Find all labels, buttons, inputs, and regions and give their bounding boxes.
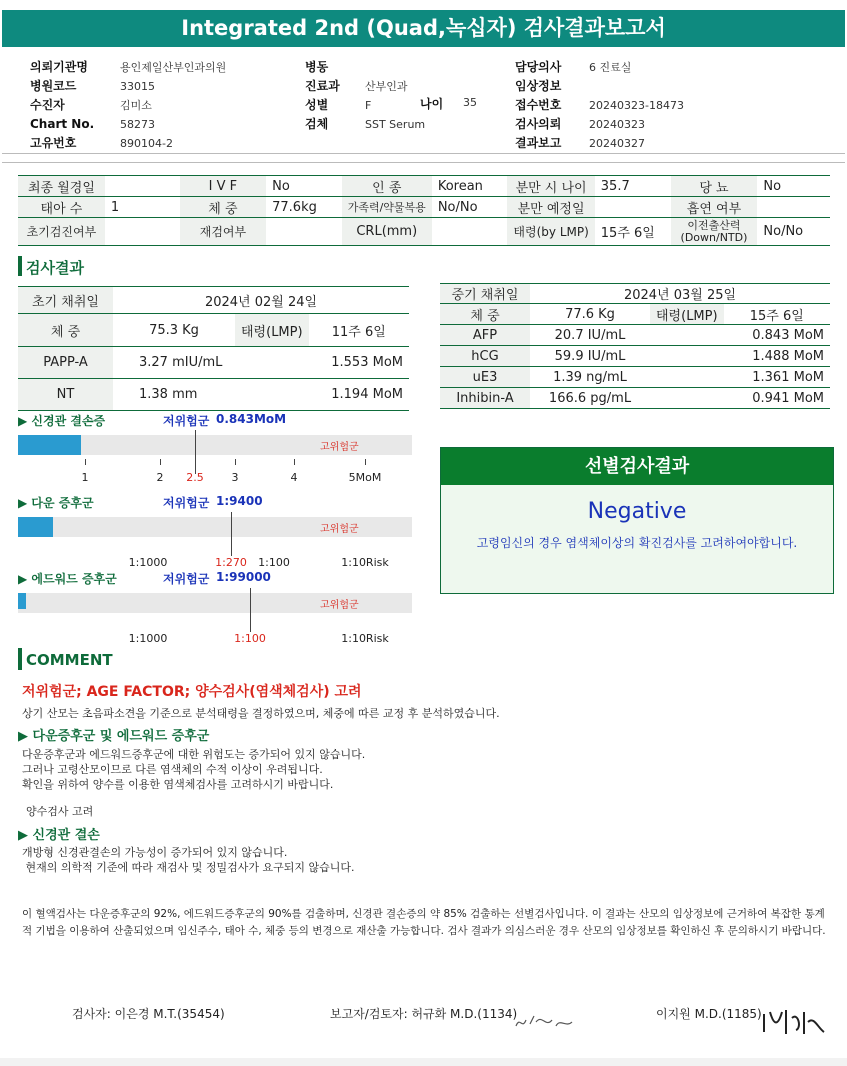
header-field: [30, 75, 155, 94]
risk-cutoff-line: [195, 430, 196, 474]
risk-tick-label: 1:10Risk: [341, 632, 389, 645]
info-cell: 인 종: [342, 176, 432, 197]
marker-name: PAPP-A: [18, 347, 113, 379]
first-weight: 75.3 Kg: [113, 314, 235, 347]
first-date: 2024년 02월 24일: [113, 287, 409, 314]
risk-tick: [195, 459, 196, 465]
header-field-value: 용인제일산부인과의원: [120, 61, 227, 74]
info-cell: 최종 월경일: [18, 176, 105, 197]
info-cell: 태령(by LMP): [507, 218, 594, 246]
results-title: 검사결과: [26, 259, 84, 277]
info-cell: [266, 218, 342, 246]
info-row-3: [18, 218, 830, 246]
info-row-1: [18, 176, 830, 197]
second-date-label: 중기 채취일: [440, 284, 530, 304]
header-field-value: 33015: [120, 80, 155, 93]
first-ga-label: 태령(LMP): [235, 314, 309, 347]
header-field-value: 김미소: [120, 99, 152, 112]
risk-status: 저위험군: [163, 414, 210, 428]
header-field: [30, 94, 152, 113]
header-field-label: 수진자: [30, 98, 65, 112]
marker-mom: 0.843 MoM: [650, 325, 830, 346]
comment-extra: 양수검사 고려: [26, 805, 94, 818]
header-divider-2: [2, 162, 845, 163]
header-divider: [2, 153, 845, 154]
header-field-label: 병동: [305, 60, 329, 74]
header-field-label: 임상정보: [515, 79, 562, 93]
first-weight-label: 체 중: [18, 314, 113, 347]
header-field-label: 병원코드: [30, 79, 77, 93]
second-marker-row: [440, 388, 830, 409]
marker-name: NT: [18, 379, 113, 411]
comment-title: COMMENT: [26, 651, 113, 669]
comment-line: 그러나 고령산모이므로 다른 염색체의 수적 이상이 우려됩니다.: [22, 763, 323, 776]
header-field: [515, 94, 684, 113]
risk-value: 1:9400: [216, 494, 263, 508]
risk-tick-label: 2: [156, 471, 164, 484]
marker-value: 20.7 IU/mL: [530, 325, 650, 346]
patient-info-table: [18, 175, 830, 246]
second-marker-row: [440, 346, 830, 367]
marker-mom: 1.194 MoM: [235, 379, 409, 411]
risk-high-label: 고위험군: [320, 524, 359, 535]
second-marker-row: [440, 325, 830, 346]
marker-name: uE3: [440, 367, 530, 388]
screening-title: 선별검사결과: [441, 448, 833, 485]
info-cell: No: [757, 176, 830, 197]
risk-status: 저위험군: [163, 572, 210, 586]
reviewer: 보고자/검토자: 허규화 M.D.(1134): [330, 1007, 518, 1021]
comment-line: 다운증후군과 에드워드증후군에 대한 위험도는 증가되어 있지 않습니다.: [22, 748, 366, 761]
info-cell: No/No: [432, 197, 508, 218]
screening-body: [441, 485, 833, 593]
marker-mom: 1.553 MoM: [235, 347, 409, 379]
section-marker: [18, 648, 22, 670]
header-field-value: 890104-2: [120, 137, 173, 150]
comment-line: 개방형 신경관결손의 가능성이 증가되어 있지 않습니다.: [22, 846, 288, 859]
risk-tick-label: 1:270: [215, 556, 247, 569]
first-date-row: [18, 287, 409, 314]
screening-result-box: [440, 447, 834, 594]
first-trimester-table: [18, 286, 409, 411]
risk-tick-label: 1: [81, 471, 89, 484]
info-cell: 1: [105, 197, 180, 218]
risk-title: ▶ 신경관 결손증: [18, 414, 106, 428]
risk-value: 0.843MoM: [216, 412, 287, 426]
header-field-value: 20240327: [589, 137, 645, 150]
risk-status: 저위험군: [163, 496, 210, 510]
comment-sub-heading: ▶ 다운증후군 및 에드워드 증후군: [18, 729, 210, 744]
risk-bar-fill: [18, 593, 26, 609]
marker-value: 166.6 pg/mL: [530, 388, 650, 409]
risk-tick-label: 1:10Risk: [341, 556, 389, 569]
first-marker-row: [18, 347, 409, 379]
info-cell: 35.7: [595, 176, 671, 197]
info-cell: 초기검진여부: [18, 218, 105, 246]
marker-mom: 1.488 MoM: [650, 346, 830, 367]
header-field: [305, 113, 425, 132]
marker-mom: 0.941 MoM: [650, 388, 830, 409]
info-cell: [105, 218, 180, 246]
header-field-label: 검체: [305, 117, 329, 131]
header-field: [515, 113, 645, 132]
risk-title: ▶ 다운 증후군: [18, 496, 94, 510]
footnote-line: 이 혈액검사는 다운증후군의 92%, 에드워드증후군의 90%를 검출하며, 신경관 결손증의 약 85% 검출하는 선별검사입니다. 이 결과는 산모의 임상정보에 근거하여 복잡한 통계: [22, 908, 825, 920]
second-marker-row: [440, 367, 830, 388]
doctor-signature: [758, 1004, 830, 1038]
second-weight-label: 체 중: [440, 304, 530, 325]
footnote-line: 적 기법을 이용하여 산출되었으며 임신주수, 태아 수, 체중 등의 변경으로 재산출 가능합니다. 검사 결과가 의심스러운 경우 산모의 임상정보를 확인하신 후 문의하시기 바랍니다.: [22, 925, 826, 937]
risk-high-label: 고위험군: [320, 442, 359, 453]
header-field: [515, 132, 645, 151]
header-field-value: 6 진료실: [589, 61, 632, 74]
reviewer-signature: [512, 1010, 576, 1034]
tester: 검사자: 이은경 M.T.(35454): [72, 1007, 225, 1021]
header-field-value: SST Serum: [365, 118, 426, 131]
risk-tick-label: 1:1000: [128, 556, 168, 569]
risk-cutoff-line: [250, 588, 251, 632]
marker-value: 1.39 ng/mL: [530, 367, 650, 388]
first-ga: 11주 6일: [309, 314, 409, 347]
info-row-2: [18, 197, 830, 218]
risk-cutoff-line: [231, 512, 232, 556]
risk-bar-fill: [18, 517, 53, 537]
header-field-label: 결과보고: [515, 136, 562, 150]
header-field-label: 담당의사: [515, 60, 562, 74]
header-field: [515, 56, 631, 75]
report-title: Integrated 2nd (Quad,녹십자) 검사결과보고서: [2, 10, 845, 47]
info-cell: CRL(mm): [342, 218, 432, 246]
header-field: [305, 75, 408, 94]
age-value: 35: [463, 96, 477, 109]
risk-tick: [294, 459, 295, 465]
info-cell: 15주 6일: [595, 218, 671, 246]
marker-value: 3.27 mIU/mL: [113, 347, 235, 379]
second-date: 2024년 03월 25일: [530, 284, 830, 304]
info-cell: 흡연 여부: [671, 197, 758, 218]
risk-high-label: 고위험군: [320, 600, 359, 611]
doctor: 이지원 M.D.(1185): [656, 1007, 762, 1021]
info-cell-line: (Down/NTD): [680, 230, 748, 244]
info-cell: No: [266, 176, 342, 197]
marker-name: hCG: [440, 346, 530, 367]
risk-tick-label: 1:100: [234, 632, 266, 645]
info-cell: 분만 시 나이: [507, 176, 594, 197]
info-cell: [595, 197, 671, 218]
info-cell: 77.6kg: [266, 197, 342, 218]
header-field: [30, 56, 226, 75]
risk-tick-label: 4: [290, 471, 298, 484]
header-field: [305, 94, 371, 113]
header-field-label: 진료과: [305, 79, 340, 93]
second-weight: 77.6 Kg: [530, 304, 650, 325]
info-cell: 체 중: [180, 197, 266, 218]
first-date-label: 초기 채취일: [18, 287, 113, 314]
marker-name: AFP: [440, 325, 530, 346]
section-marker: [18, 256, 22, 276]
comment-sub-lines: [22, 747, 365, 792]
info-cell: 태아 수: [18, 197, 105, 218]
info-cell: I V F: [180, 176, 266, 197]
second-trimester-table: [440, 283, 830, 409]
header-field: [30, 113, 155, 132]
second-date-row: [440, 284, 830, 304]
header-field-label: 접수번호: [515, 98, 562, 112]
info-cell: 분만 예정일: [507, 197, 594, 218]
risk-tick: [85, 459, 86, 465]
risk-tick: [235, 459, 236, 465]
marker-value: 59.9 IU/mL: [530, 346, 650, 367]
info-cell: [105, 176, 180, 197]
second-ga-label: 태령(LMP): [650, 304, 724, 325]
info-cell: [432, 218, 508, 246]
risk-tick: [365, 459, 366, 465]
second-weight-row: [440, 304, 830, 325]
header-field: [30, 132, 173, 151]
info-cell-line: 이전출산력: [687, 218, 741, 232]
header-field-label: 성별: [305, 98, 329, 112]
first-marker-row: [18, 379, 409, 411]
comment-sub-lines: [22, 845, 355, 875]
info-cell: [671, 218, 758, 246]
risk-title: ▶ 에드워드 증후군: [18, 572, 117, 586]
second-ga: 15주 6일: [724, 304, 830, 325]
risk-tick-label: 3: [231, 471, 239, 484]
risk-tick-label: 1:1000: [128, 632, 168, 645]
header-field-label: 고유번호: [30, 136, 77, 150]
comment-line: 현재의 의학적 기준에 따라 재검사 및 정밀검사가 요구되지 않습니다.: [22, 861, 355, 874]
header-field-value: 20240323: [589, 118, 645, 131]
comment-line: 상기 산모는 초음파소견을 기준으로 분석태령을 결정하였으며, 체중에 따른 교정 후 분석하였습니다.: [22, 707, 500, 720]
header-field: [305, 56, 365, 75]
footnote: [22, 906, 832, 940]
risk-value: 1:99000: [216, 570, 271, 584]
header-field-label: Chart No.: [30, 117, 95, 131]
marker-value: 1.38 mm: [113, 379, 235, 411]
risk-tick-label: 2.5: [186, 471, 204, 484]
header-field-label: 검사의뢰: [515, 117, 562, 131]
info-cell: [757, 197, 830, 218]
marker-mom: 1.361 MoM: [650, 367, 830, 388]
header-field-label: 의뢰기관명: [30, 60, 88, 74]
first-weight-row: [18, 314, 409, 347]
info-cell: 가족력/약물복용: [342, 197, 432, 218]
footer-strip: [0, 1058, 847, 1066]
age-label: 나이: [420, 97, 444, 111]
header-field-value: 58273: [120, 118, 155, 131]
risk-tick: [160, 459, 161, 465]
comment-line: 확인을 위하여 양수를 이용한 염색체검사를 고려하시기 바랍니다.: [22, 778, 334, 791]
info-cell: No/No: [757, 218, 830, 246]
marker-name: Inhibin-A: [440, 388, 530, 409]
header-field-value: 20240323-18473: [589, 99, 684, 112]
info-cell: 재검여부: [180, 218, 266, 246]
info-cell: Korean: [432, 176, 508, 197]
header-field: [515, 75, 589, 94]
header-field-value: 산부인과: [365, 80, 408, 93]
comment-headline: 저위험군; AGE FACTOR; 양수검사(염색체검사) 고려: [22, 684, 362, 700]
info-cell: 당 뇨: [671, 176, 758, 197]
risk-tick-label: 5MoM: [348, 471, 382, 484]
screening-result: Negative: [587, 499, 687, 524]
risk-bar-fill: [18, 435, 81, 455]
screening-note: 고령임신의 경우 염색체이상의 확진검사를 고려하여야합니다.: [476, 536, 798, 550]
risk-tick-label: 1:100: [258, 556, 290, 569]
comment-sub-heading: ▶ 신경관 결손: [18, 828, 100, 843]
header-field-value: F: [365, 99, 372, 112]
